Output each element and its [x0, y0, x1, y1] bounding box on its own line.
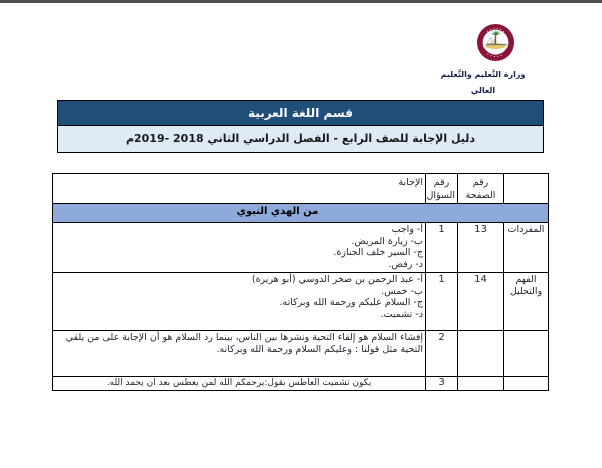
question-cell: 3	[426, 377, 458, 391]
section-cell: الفهم والتحليل	[504, 273, 549, 331]
table-row	[53, 223, 549, 273]
department-title-bar: قسم اللغة العربية	[57, 100, 544, 126]
answer-cell	[53, 223, 426, 273]
section-cell: المفردات	[504, 223, 549, 273]
answer-line: أ- عبد الرحمن بن صخر الدوسي (أبو هريرة)	[251, 274, 423, 285]
answer-line: ب- زيارة المريض.	[351, 235, 423, 247]
section-cell	[504, 331, 549, 377]
page-cell	[458, 377, 504, 391]
answer-line: ج- السير خلف الجنازة.	[333, 247, 423, 258]
document-title-bar: دليل الإجابة للصف الرابع - الفصل الدراسي الثاني 2018 -2019م	[57, 126, 544, 153]
page-cell	[458, 331, 504, 377]
table-row	[53, 273, 549, 331]
table-row	[53, 377, 549, 391]
answer-cell	[53, 377, 426, 391]
header-answer: الإجابة	[53, 174, 426, 204]
section-band-row	[53, 204, 549, 223]
top-border	[0, 0, 602, 3]
answer-line: أ- واجب	[391, 224, 423, 235]
answer-line: د- رفض.	[388, 258, 423, 270]
answer-line: إفشاء السلام هو إلقاء التحية ونشرها بين الناس، بينما رد السلام هو أن الإجابة على من يلقي التحية مثل قولنا : وعليكم السلام ورحمة الله وبركاته.	[65, 332, 423, 355]
answer-line: ب- خمس.	[381, 285, 423, 297]
section-band-label: من الهدي النبوي	[53, 204, 549, 223]
question-cell: 2	[426, 331, 458, 377]
table-row	[53, 331, 549, 377]
page-cell: 14	[458, 273, 504, 331]
answers-table	[52, 173, 549, 391]
answer-line: ج- السلام عليكم ورحمة الله وبركاته.	[279, 297, 423, 308]
header-question-no: رقم السؤال	[426, 174, 458, 204]
section-cell	[504, 377, 549, 391]
answer-cell	[53, 331, 426, 377]
header-page-no: رقم الصفحة	[458, 174, 504, 204]
answer-line: يكون تشميت العاطس بقول:يرحمكم الله لمن يعطس بعد ان يحمد الله.	[106, 378, 372, 388]
answer-cell	[53, 273, 426, 331]
question-cell: 1	[426, 223, 458, 273]
table-header-row	[53, 174, 549, 204]
ministry-name: وزارة التَّعليم والتَّعليم العالي	[440, 70, 526, 95]
header-section	[504, 174, 549, 204]
question-cell: 1	[426, 273, 458, 331]
qatar-emblem-icon	[476, 23, 515, 62]
answer-line: د- تشميت.	[380, 308, 423, 320]
ministry-logo	[476, 23, 515, 62]
page-cell: 13	[458, 223, 504, 273]
